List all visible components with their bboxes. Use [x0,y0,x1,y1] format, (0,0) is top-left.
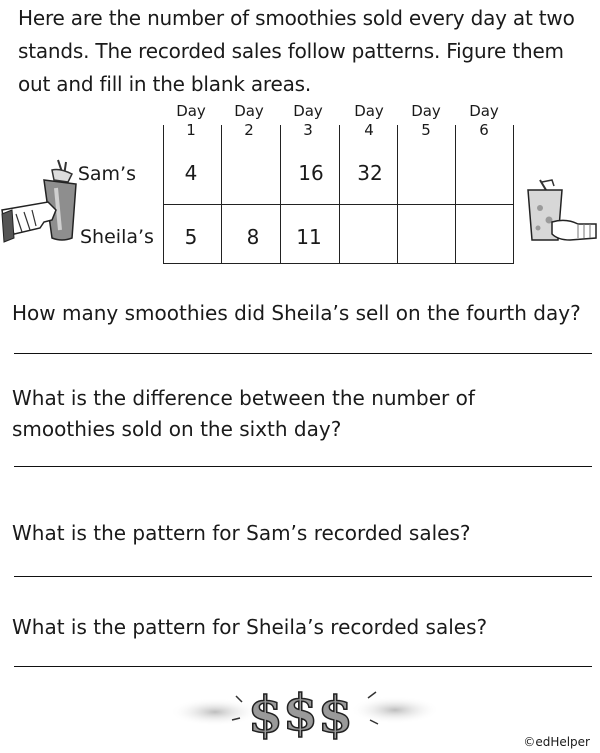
copyright-text: ©edHelper [523,735,590,749]
day-header-2 [220,102,278,140]
smoothie-glass-hand-icon [522,178,598,248]
day-header-5 [397,102,455,140]
svg-text:$: $ [283,683,318,742]
answer-line-1[interactable] [14,353,592,354]
day-word: Day [293,102,323,120]
answer-line-4[interactable] [14,666,592,667]
day-number: 4 [364,121,374,139]
day-header-3 [279,102,337,140]
row-label-sam: Sam’s [77,163,136,185]
day-number: 3 [303,121,313,139]
day-word: Day [234,102,264,120]
sheila-day-1: 5 [184,225,198,249]
question-3: What is the pattern for Sam’s recorded sales? [12,521,471,545]
column-divider [397,125,398,263]
column-divider [339,125,340,263]
dollar-signs-icon [170,680,440,742]
day-number: 2 [244,121,254,139]
column-divider [221,125,222,263]
sam-day-4: 32 [357,161,383,185]
day-word: Day [469,102,499,120]
svg-text:$: $ [248,685,283,742]
sales-table [163,145,514,264]
question-1: How many smoothies did Sheila’s sell on the fourth day? [12,301,581,325]
day-number: 1 [186,121,196,139]
sheila-day-2: 8 [246,225,260,249]
day-number: 5 [421,121,431,139]
column-divider [163,125,164,145]
question-4: What is the pattern for Sheila’s recorded sales? [12,615,488,639]
answer-line-2[interactable] [14,466,592,467]
column-divider [513,125,514,263]
answer-line-3[interactable] [14,576,592,577]
sheila-day-3: 11 [296,225,322,249]
day-header-1 [162,102,220,140]
sam-day-3: 16 [298,161,324,185]
sam-day-1: 4 [184,161,198,185]
smoothie-cup-hand-icon [0,158,82,248]
instructions-text: Here are the number of smoothies sold every day at two stands. The recorded sales follow patterns. Figure them out and fill in the blank areas. [18,6,575,96]
svg-text:$: $ [318,685,353,742]
column-divider [455,125,456,263]
question-2: What is the difference between the number of smoothies sold on the sixth day? [12,386,475,441]
day-word: Day [176,102,206,120]
day-header-6 [455,102,513,140]
day-header-4 [340,102,398,140]
day-word: Day [354,102,384,120]
row-label-sheila: Sheila’s [80,226,154,248]
day-number: 6 [479,121,489,139]
day-word: Day [411,102,441,120]
